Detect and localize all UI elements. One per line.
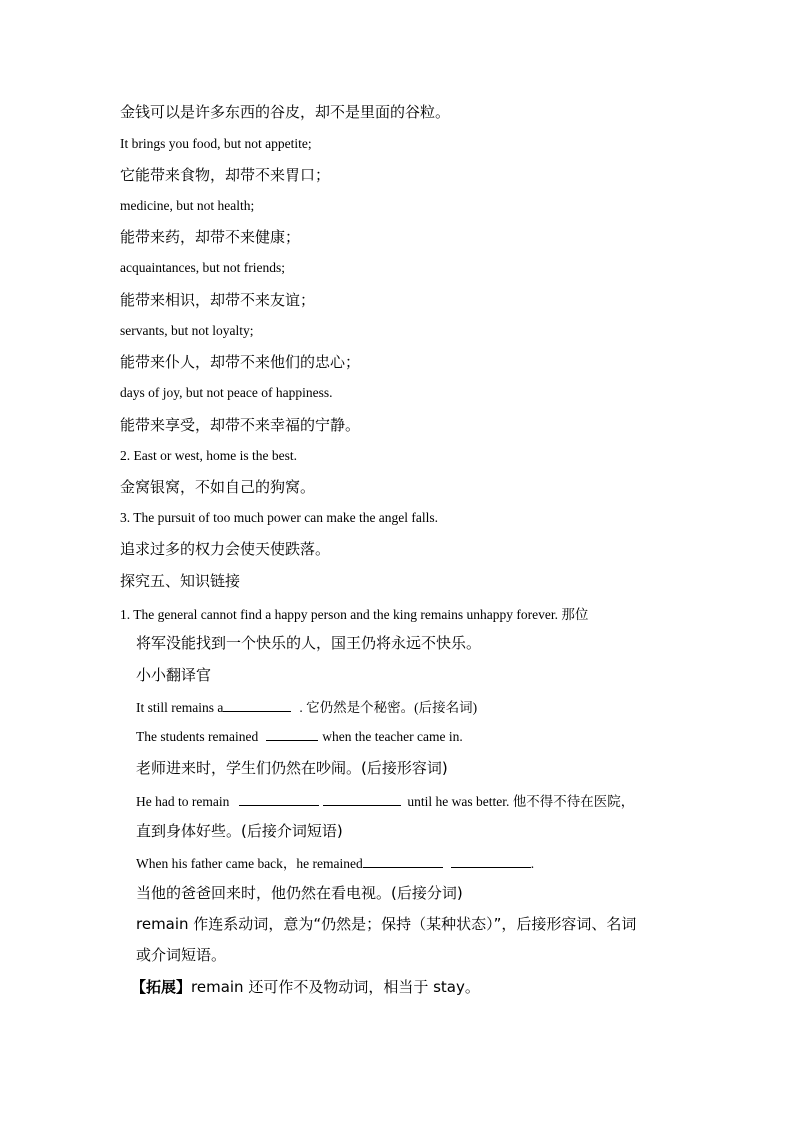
answer-blank[interactable] [451, 854, 531, 868]
text-span: remain 还可作不及物动词，相当于 stay。 [191, 978, 480, 996]
text-line: 3. The pursuit of too much power can make the angel falls. [120, 510, 439, 525]
text-line: remain 作连系动词，意为“仍然是；保持（某种状态）”，后接形容词、名词 [136, 915, 637, 933]
exercise-line [136, 696, 477, 716]
text-span: He had to remain [136, 794, 230, 809]
text-span: until he was better. 他不得不待在医院， [407, 794, 635, 809]
text-line: servants, but not loyalty; [120, 323, 254, 338]
text-line: It brings you food, but not appetite; [120, 136, 312, 151]
text-span: When his father came back，he remained [136, 856, 363, 871]
text-line: 或介词短语。 [136, 946, 227, 964]
answer-blank[interactable] [239, 792, 319, 806]
exercise-line [136, 852, 534, 872]
answer-blank[interactable] [363, 854, 443, 868]
text-line: 能带来享受，却带不来幸福的宁静。 [120, 416, 361, 434]
answer-blank[interactable] [266, 727, 318, 741]
text-line: 老师进来时，学生们仍然在吵闹。(后接形容词) [136, 759, 448, 777]
text-line: 追求过多的权力会使天使跌落。 [120, 540, 331, 558]
text-line: 金窝银窝，不如自己的狗窝。 [120, 478, 316, 496]
subheading: 小小翻译官 [136, 666, 212, 684]
text-span: It still remains a [136, 700, 224, 715]
exercise-line [136, 790, 634, 810]
text-line: acquaintances, but not friends; [120, 260, 285, 275]
text-line: 直到身体好些。(后接介词短语) [136, 822, 343, 840]
text-line: 能带来仆人，却带不来他们的忠心； [120, 353, 361, 371]
text-line: 它能带来食物，却带不来胃口； [120, 166, 331, 184]
text-line: 当他的爸爸回来时，他仍然在看电视。(后接分词) [136, 884, 463, 902]
extension-label: 【拓展】 [131, 978, 192, 996]
text-span: when the teacher came in. [322, 729, 463, 744]
text-span: . 它仍然是个秘密。(后接名词) [299, 700, 478, 715]
text-line: days of joy, but not peace of happiness. [120, 385, 333, 400]
exercise-line [136, 727, 463, 745]
text-line: 能带来药，却带不来健康； [120, 228, 301, 246]
text-span: The students remained [136, 729, 259, 744]
text-line: medicine, but not health; [120, 198, 255, 213]
text-line: 将军没能找到一个快乐的人，国王仍将永远不快乐。 [136, 634, 482, 652]
answer-blank[interactable] [223, 698, 291, 712]
text-span: . [530, 856, 535, 871]
text-line: 金钱可以是许多东西的谷皮，却不是里面的谷粒。 [120, 103, 451, 121]
answer-blank[interactable] [323, 792, 401, 806]
text-line: 2. East or west, home is the best. [120, 448, 297, 463]
text-span: 1. The general cannot find a happy person and the king remains unhappy forever. 那位 [120, 607, 589, 622]
text-line: 能带来相识，却带不来友谊； [120, 291, 316, 309]
extension-note [131, 976, 480, 997]
section-heading: 探究五、知识链接 [120, 572, 241, 590]
text-line [120, 603, 588, 623]
